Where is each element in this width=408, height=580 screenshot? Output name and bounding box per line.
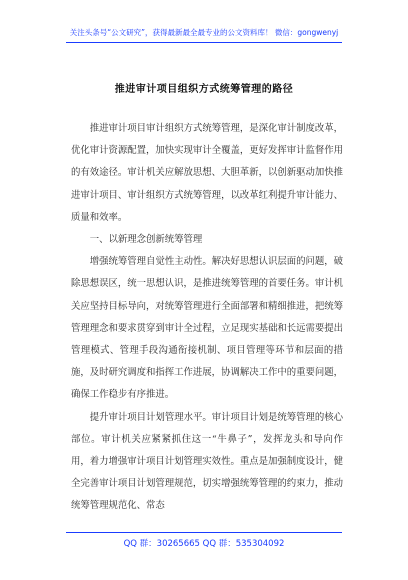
- document-title: 推进审计项目组织方式统筹管理的路径: [114, 84, 294, 95]
- intro-paragraph: 推进审计项目审计组织方式统筹管理，是深化审计制度改革，优化审计资源配置，加快实现审计全覆盖，更好发挥审计监督作用的有效途径。审计机关应解放思想、大胆革新，以创新驱动加快推进审计项目、审计组织方式统筹管理，以改革红利提升审计能力、质量和效率。: [71, 123, 343, 223]
- header-divider: [66, 42, 342, 43]
- footer-contacts: QQ 群：30265665 QQ 群：535304092: [123, 539, 285, 549]
- header-promo-note: 关注头条号“公文研究”，获得最新最全最专业的公文资料库！ 微信：gongwenyj: [69, 28, 339, 37]
- body-paragraph-2: 提升审计项目计划管理水平。审计项目计划是统筹管理的核心部位。审计机关应紧紧抓住这一“牛鼻子”，发挥龙头和导向作用，着力增强审计项目计划管理实效性。重点是加强制度设计，健全完善审计项目计划管理规范，切实增强统筹管理的约束力，推动统筹管理规范化、常态: [71, 411, 343, 512]
- document-body: [71, 118, 343, 518]
- body-paragraph-1: 增强统筹管理自觉性主动性。解决好思想认识层面的问题，破除思想误区，统一思想认识，是推进统筹管理的首要任务。审计机关应坚持目标导向，对统筹管理进行全面部署和精细推进，把统筹管理理念和要求贯穿到审计全过程，立足现实基础和长远需要提出管理模式、管理手段沟通衔接机制、项目管理等环节和层面的措施，及时研究调度和指挥工作进展，协调解决工作中的重要问题，确保工作稳步有序推进。: [71, 256, 343, 401]
- section-heading: 一、以新理念创新统筹管理: [89, 234, 203, 246]
- footer-divider: [66, 532, 342, 533]
